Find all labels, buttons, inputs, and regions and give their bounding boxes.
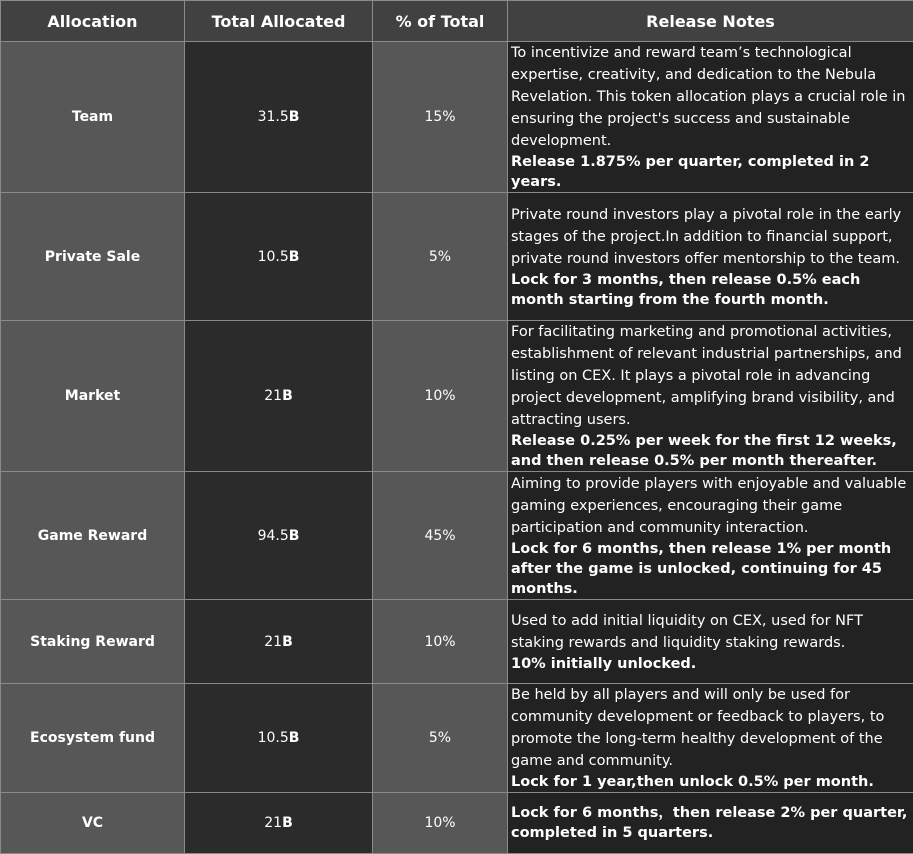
release-description: Private round investors play a pivotal role in the early stages of the project.In addition to financial support, private round investors offer mentorship to the team.: [511, 204, 909, 270]
allocation-name: Staking Reward: [1, 600, 185, 684]
release-schedule: Release 1.875% per quarter, completed in 2 years.: [511, 152, 909, 192]
release-schedule: 10% initially unlocked.: [511, 654, 909, 674]
allocation-name: Ecosystem fund: [1, 684, 185, 793]
amount-unit: B: [289, 249, 300, 265]
header-release-notes: Release Notes: [508, 1, 913, 42]
percent-of-total: 10%: [373, 321, 508, 472]
release-notes: [508, 193, 913, 321]
header-allocation: Allocation: [1, 1, 185, 42]
percent-of-total: 10%: [373, 793, 508, 854]
release-notes: [508, 472, 913, 600]
amount-unit: B: [282, 815, 293, 831]
amount-value: 21: [264, 634, 282, 650]
header-row: [1, 1, 913, 42]
percent-of-total: 45%: [373, 472, 508, 600]
release-notes: [508, 42, 913, 193]
total-allocated: [185, 321, 373, 472]
allocation-name: VC: [1, 793, 185, 854]
amount-unit: B: [289, 730, 300, 746]
amount-unit: B: [282, 634, 293, 650]
table-row: [1, 193, 913, 321]
release-description: Be held by all players and will only be used for community development or feedback to players, to promote the long-term healthy development of the game and community.: [511, 684, 909, 772]
table-row: [1, 321, 913, 472]
allocation-name: Game Reward: [1, 472, 185, 600]
table-row: [1, 793, 913, 854]
total-allocated: [185, 193, 373, 321]
total-allocated: [185, 684, 373, 793]
amount-value: 94.5: [258, 528, 289, 544]
table-row: [1, 42, 913, 193]
release-notes: [508, 684, 913, 793]
release-schedule: Lock for 3 months, then release 0.5% each month starting from the fourth month.: [511, 270, 909, 310]
total-allocated: [185, 42, 373, 193]
release-schedule: Release 0.25% per week for the first 12 weeks, and then release 0.5% per month thereafter.: [511, 431, 909, 471]
total-allocated: [185, 793, 373, 854]
release-schedule: Lock for 6 months，then release 2% per quarter, completed in 5 quarters.: [511, 803, 909, 843]
table-row: [1, 600, 913, 684]
table-row: [1, 472, 913, 600]
header-percent-of-total: % of Total: [373, 1, 508, 42]
release-description: Used to add initial liquidity on CEX, used for NFT staking rewards and liquidity staking rewards.: [511, 610, 909, 654]
release-notes: [508, 600, 913, 684]
release-notes: [508, 321, 913, 472]
release-schedule: Lock for 1 year,then unlock 0.5% per month.: [511, 772, 909, 792]
total-allocated: [185, 472, 373, 600]
release-description: For facilitating marketing and promotional activities, establishment of relevant industrial partnerships, and listing on CEX. It plays a pivotal role in advancing project development, amplifying brand visibility, and attracting users.: [511, 321, 909, 431]
amount-unit: B: [282, 388, 293, 404]
release-description: Aiming to provide players with enjoyable and valuable gaming experiences, encouraging their game participation and community interaction.: [511, 473, 909, 539]
release-description: To incentivize and reward team’s technological expertise, creativity, and dedication to the Nebula Revelation. This token allocation plays a crucial role in ensuring the project's success and sustainable development.: [511, 42, 909, 152]
percent-of-total: 10%: [373, 600, 508, 684]
percent-of-total: 5%: [373, 193, 508, 321]
release-schedule: Lock for 6 months, then release 1% per month after the game is unlocked, continuing for 45 months.: [511, 539, 909, 599]
amount-value: 21: [264, 815, 282, 831]
amount-value: 31.5: [258, 109, 289, 125]
percent-of-total: 5%: [373, 684, 508, 793]
percent-of-total: 15%: [373, 42, 508, 193]
allocation-name: Market: [1, 321, 185, 472]
header-total-allocated: Total Allocated: [185, 1, 373, 42]
amount-unit: B: [289, 109, 300, 125]
table-row: [1, 684, 913, 793]
amount-value: 21: [264, 388, 282, 404]
allocation-name: Team: [1, 42, 185, 193]
allocation-name: Private Sale: [1, 193, 185, 321]
total-allocated: [185, 600, 373, 684]
release-notes: [508, 793, 913, 854]
amount-value: 10.5: [258, 730, 289, 746]
amount-unit: B: [289, 528, 300, 544]
amount-value: 10.5: [258, 249, 289, 265]
